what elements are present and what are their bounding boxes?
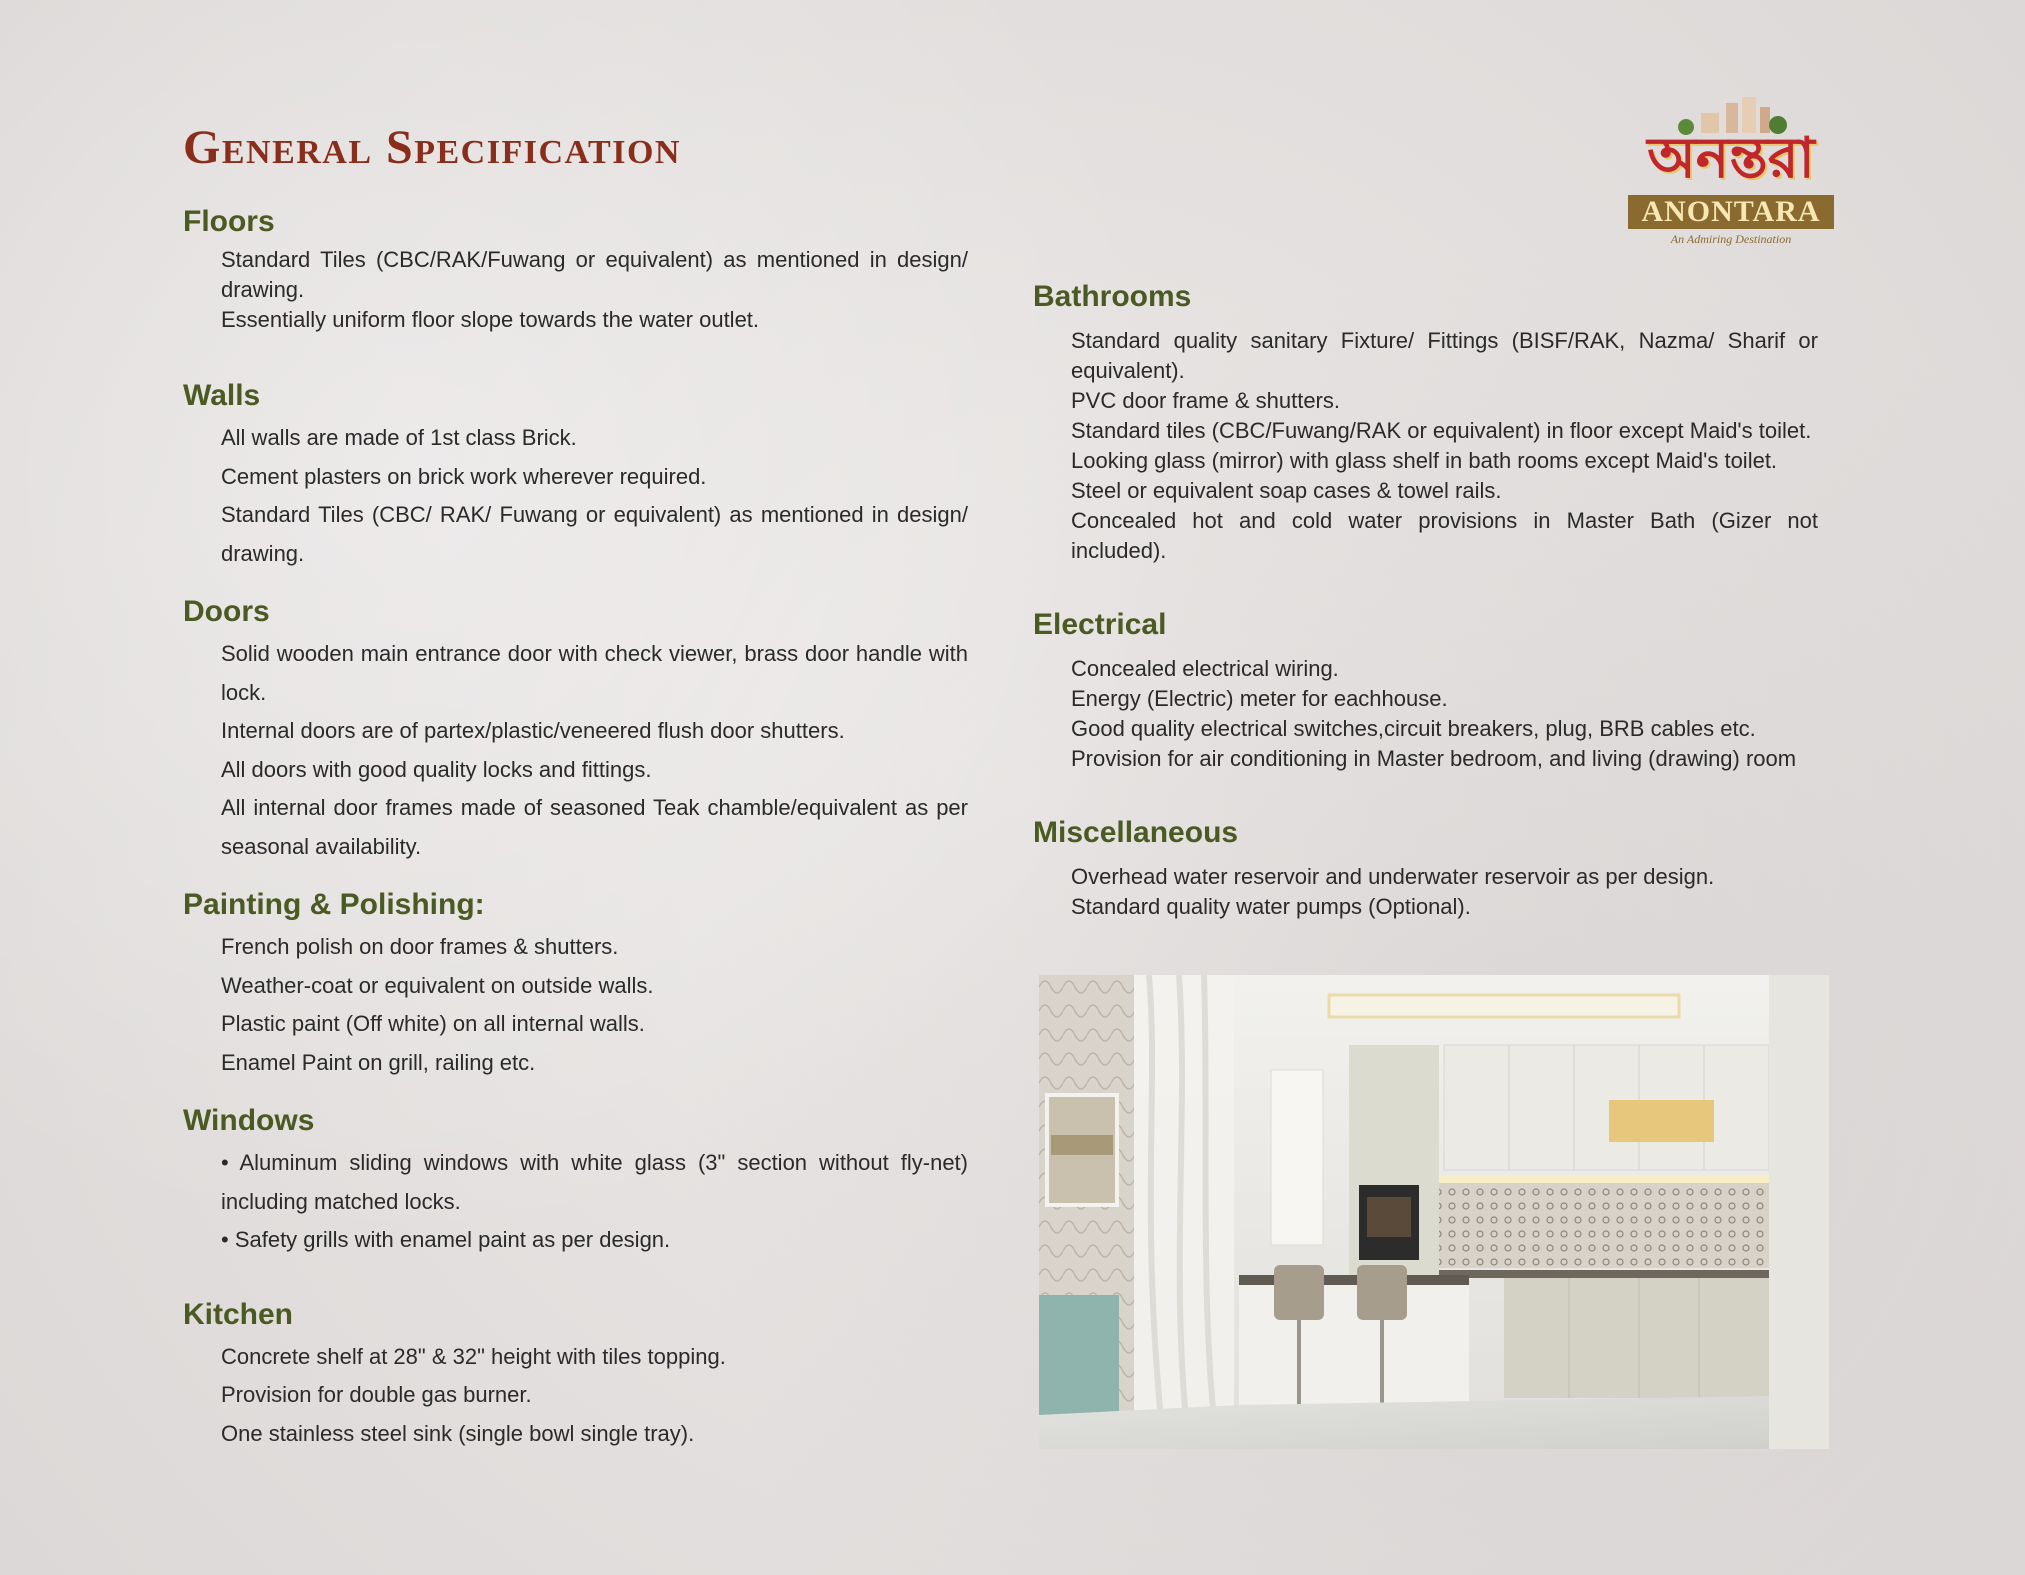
section-doors [183, 595, 968, 866]
spec-item: • Aluminum sliding windows with white glass (3" section without fly-net) including matched locks. [221, 1150, 968, 1214]
spec-item: PVC door frame & shutters. [1071, 388, 1340, 413]
spec-item: Enamel Paint on grill, railing etc. [221, 1049, 536, 1075]
spec-item: All walls are made of 1st class Brick. [221, 425, 577, 450]
section-electrical [1033, 608, 1818, 774]
right-column [1033, 280, 1818, 964]
spec-item: Overhead water reservoir and underwater reservoir as per design. [1071, 864, 1715, 889]
left-column [183, 205, 968, 1475]
logo-tagline: An Admiring Destination [1670, 232, 1792, 246]
section-floors [183, 205, 968, 335]
section-heading: Bathrooms [1033, 280, 1192, 313]
spec-item: Concrete shelf at 28" & 32" height with tiles topping. [221, 1343, 726, 1369]
section-kitchen [183, 1298, 968, 1454]
section-heading: Painting & Polishing: [183, 888, 485, 921]
section-windows [183, 1104, 968, 1260]
spec-item: Energy (Electric) meter for eachhouse. [1071, 686, 1448, 711]
spec-item: Essentially uniform floor slope towards the water outlet. [221, 307, 760, 332]
spec-item: Concealed electrical wiring. [1071, 656, 1339, 681]
spec-item: Solid wooden main entrance door with check viewer, brass door handle with lock. [221, 641, 968, 705]
spec-item: Steel or equivalent soap cases & towel rails. [1071, 478, 1502, 503]
section-bathrooms [1033, 280, 1818, 566]
section-heading: Windows [183, 1104, 315, 1137]
spec-item: Concealed hot and cold water provisions in Master Bath (Gizer not included). [1071, 508, 1818, 563]
spec-item: Good quality electrical switches,circuit breakers, plug, BRB cables etc. [1071, 716, 1756, 741]
section-heading: Miscellaneous [1033, 816, 1239, 849]
spec-item: One stainless steel sink (single bowl single tray). [221, 1420, 695, 1446]
logo-name: ANONTARA [1628, 195, 1834, 229]
section-walls [183, 379, 968, 573]
spec-item: Cement plasters on brick work wherever required. [221, 463, 707, 489]
spec-item: Weather-coat or equivalent on outside walls. [221, 972, 654, 998]
spec-item: All doors with good quality locks and fittings. [221, 756, 652, 782]
section-heading: Electrical [1033, 608, 1167, 641]
section-heading: Walls [183, 379, 261, 412]
section-miscellaneous [1033, 816, 1818, 922]
kitchen-photo [1039, 975, 1829, 1449]
spec-item: Standard quality sanitary Fixture/ Fittings (BISF/RAK, Nazma/ Sharif or equivalent). [1071, 328, 1818, 383]
section-heading: Floors [183, 205, 275, 238]
spec-item: Internal doors are of partex/plastic/veneered flush door shutters. [221, 718, 845, 743]
section-heading: Kitchen [183, 1297, 294, 1331]
logo-bengali-text: অনন্তরা [1647, 125, 1815, 191]
section-painting-polishing [183, 888, 968, 1082]
anontara-logo [1606, 95, 1856, 255]
section-heading: Doors [183, 595, 270, 628]
spec-item: • Safety grills with enamel paint as per design. [221, 1227, 671, 1252]
page-title: General Specification [183, 121, 681, 174]
spec-item: Provision for double gas burner. [221, 1382, 532, 1407]
spec-item: Provision for air conditioning in Master bedroom, and living (drawing) room [1071, 746, 1797, 771]
spec-item: Standard Tiles (CBC/ RAK/ Fuwang or equivalent) as mentioned in design/ drawing. [221, 502, 968, 566]
spec-item: Standard quality water pumps (Optional). [1071, 894, 1471, 919]
spec-item: French polish on door frames & shutters. [221, 934, 619, 959]
spec-item: Plastic paint (Off white) on all internal walls. [221, 1011, 645, 1036]
spec-item: Looking glass (mirror) with glass shelf in bath rooms except Maid's toilet. [1071, 448, 1778, 473]
kitchen-illustration [1039, 975, 1829, 1449]
spec-item: Standard Tiles (CBC/RAK/Fuwang or equivalent) as mentioned in design/ drawing. [221, 247, 968, 302]
spec-item: All internal door frames made of seasoned Teak chamble/equivalent as per seasonal availability. [221, 795, 968, 859]
spec-item: Standard tiles (CBC/Fuwang/RAK or equivalent) in floor except Maid's toilet. [1071, 418, 1812, 443]
